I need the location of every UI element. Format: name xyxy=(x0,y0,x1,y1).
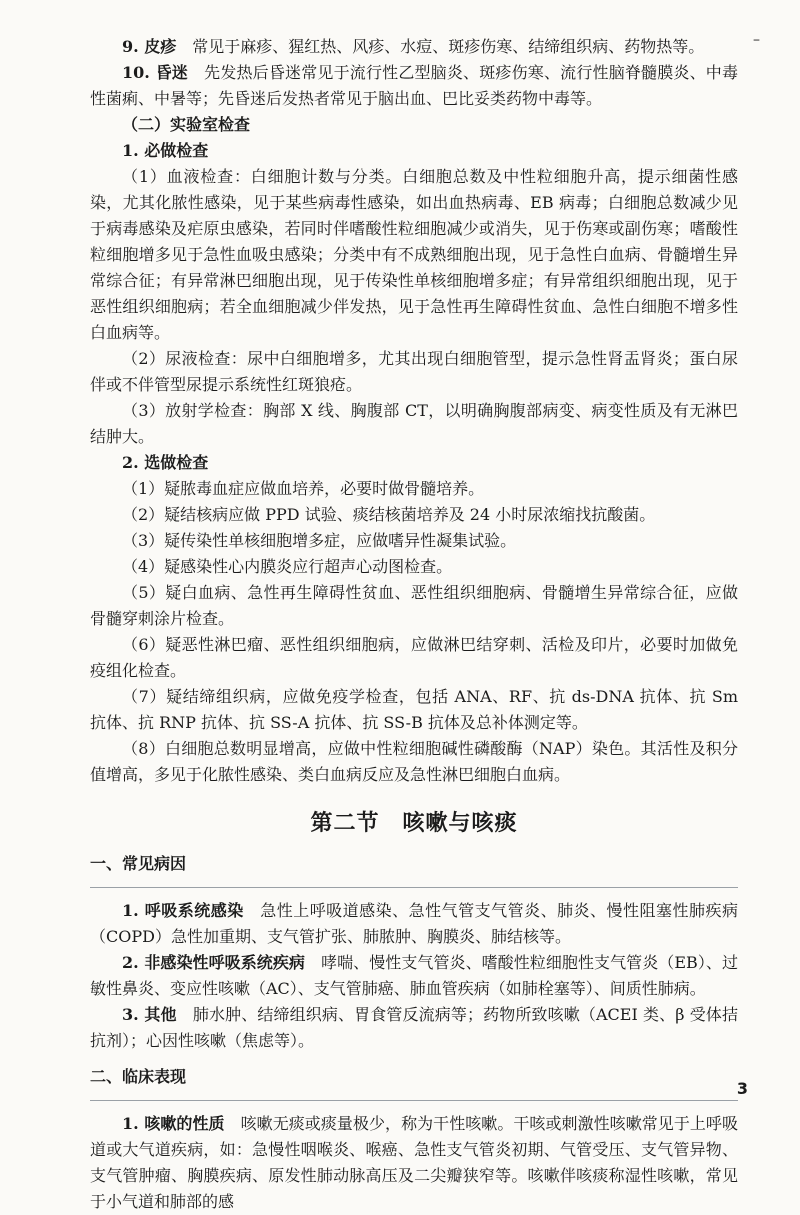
page-body xyxy=(90,34,738,1215)
causes-heading: 一、常见病因 xyxy=(90,854,187,873)
clinical-item xyxy=(90,1111,738,1215)
page-number: 3 xyxy=(736,1079,748,1098)
optional-heading: 2. 选做检查 xyxy=(122,453,209,472)
optional-item: （1）疑脓毒血症应做血培养，必要时做骨髓培养。 xyxy=(122,479,485,498)
required-heading: 1. 必做检查 xyxy=(122,141,209,160)
lab-heading: （二）实验室检查 xyxy=(122,115,251,134)
heading-rule xyxy=(90,1100,738,1101)
optional-item: （3）疑传染性单核细胞增多症，应做嗜异性凝集试验。 xyxy=(122,531,517,550)
cause-item xyxy=(90,898,738,950)
optional-item: （4）疑感染性心内膜炎应行超声心动图检查。 xyxy=(122,557,453,576)
cause-label: 2. 非感染性呼吸系统疾病 xyxy=(122,953,305,972)
item-coma xyxy=(90,60,738,112)
heading-rule xyxy=(90,887,738,888)
required-item: （1）血液检查：白细胞计数与分类。白细胞总数及中性粒细胞升高，提示细菌性感染，尤其化脓性感染，见于某些病毒性感染，如出血热病毒、EB 病毒；白细胞总数减少见于病毒感染及疟原虫感染，若同时伴嗜酸性粒细胞减少或消失，见于伤寒或副伤寒；嗜酸性粒细胞增多见于急性血吸虫感染；分类中有不成熟细胞出现，见于急性白血病、骨髓增生异常综合征；有异常淋巴细胞出现，见于传染性单核细胞增多症；有异常组织细胞出现，见于恶性组织细胞病；若全血细胞减少伴发热，见于急性再生障碍性贫血、急性白细胞不增多性白血病等。 xyxy=(90,167,738,342)
cause-label: 3. 其他 xyxy=(122,1005,177,1024)
clinical-text: 咳嗽无痰或痰量极少，称为干性咳嗽。干咳或刺激性咳嗽常见于上呼吸道或大气道疾病，如：急慢性咽喉炎、喉癌、急性支气管炎初期、气管受压、支气管异物、支气管肿瘤、胸膜疾病、原发性肺动脉高压及二尖瓣狭窄等。咳嗽伴咳痰称湿性咳嗽，常见于小气道和肺部的感 xyxy=(90,1114,738,1211)
cause-text: 肺水肿、结缔组织病、胃食管反流病等；药物所致咳嗽（ACEI 类、β 受体拮抗剂）；心因性咳嗽（焦虑等）。 xyxy=(90,1005,738,1050)
item-text: 先发热后昏迷常见于流行性乙型脑炎、斑疹伤寒、流行性脑脊髓膜炎、中毒性菌痢、中暑等；先昏迷后发热者常见于脑出血、巴比妥类药物中毒等。 xyxy=(90,63,738,108)
required-item: （2）尿液检查：尿中白细胞增多，尤其出现白细胞管型，提示急性肾盂肾炎；蛋白尿伴或不伴管型尿提示系统性红斑狼疮。 xyxy=(90,349,738,394)
optional-item: （6）疑恶性淋巴瘤、恶性组织细胞病，应做淋巴结穿刺、活检及印片，必要时加做免疫组化检查。 xyxy=(90,635,738,680)
clinical-heading: 二、临床表现 xyxy=(90,1067,187,1086)
cause-item xyxy=(90,1002,738,1054)
corner-mark: – xyxy=(753,32,760,48)
cause-text: 哮喘、慢性支气管炎、嗜酸性粒细胞性支气管炎（EB）、过敏性鼻炎、变应性咳嗽（AC）、支气管肺癌、肺血管疾病（如肺栓塞等）、间质性肺病。 xyxy=(90,953,738,998)
optional-item: （5）疑白血病、急性再生障碍性贫血、恶性组织细胞病、骨髓增生异常综合征，应做骨髓穿刺涂片检查。 xyxy=(90,583,738,628)
cause-label: 1. 呼吸系统感染 xyxy=(122,901,244,920)
section-title: 第二节 咳嗽与咳痰 xyxy=(310,810,518,836)
optional-item: （2）疑结核病应做 PPD 试验、痰结核菌培养及 24 小时尿浓缩找抗酸菌。 xyxy=(122,505,656,524)
cause-item xyxy=(90,950,738,1002)
optional-item: （7）疑结缔组织病，应做免疫学检查，包括 ANA、RF、抗 ds-DNA 抗体、抗 Sm 抗体、抗 RNP 抗体、抗 SS-A 抗体、抗 SS-B 抗体及总补体测定等。 xyxy=(90,687,738,732)
item-text: 常见于麻疹、猩红热、风疹、水痘、斑疹伤寒、结缔组织病、药物热等。 xyxy=(192,37,705,56)
item-label: 9. 皮疹 xyxy=(122,37,177,56)
optional-item: （8）白细胞总数明显增高，应做中性粒细胞碱性磷酸酶（NAP）染色。其活性及积分值增高，多见于化脓性感染、类白血病反应及急性淋巴细胞白血病。 xyxy=(90,739,738,784)
required-item: （3）放射学检查：胸部 X 线、胸腹部 CT，以明确胸腹部病变、病变性质及有无淋巴结肿大。 xyxy=(90,401,738,446)
item-label: 10. 昏迷 xyxy=(122,63,188,82)
cause-text: 急性上呼吸道感染、急性气管支气管炎、肺炎、慢性阻塞性肺疾病（COPD）急性加重期、支气管扩张、肺脓肿、胸膜炎、肺结核等。 xyxy=(90,901,738,946)
item-rash xyxy=(90,34,738,60)
clinical-label: 1. 咳嗽的性质 xyxy=(122,1114,225,1133)
